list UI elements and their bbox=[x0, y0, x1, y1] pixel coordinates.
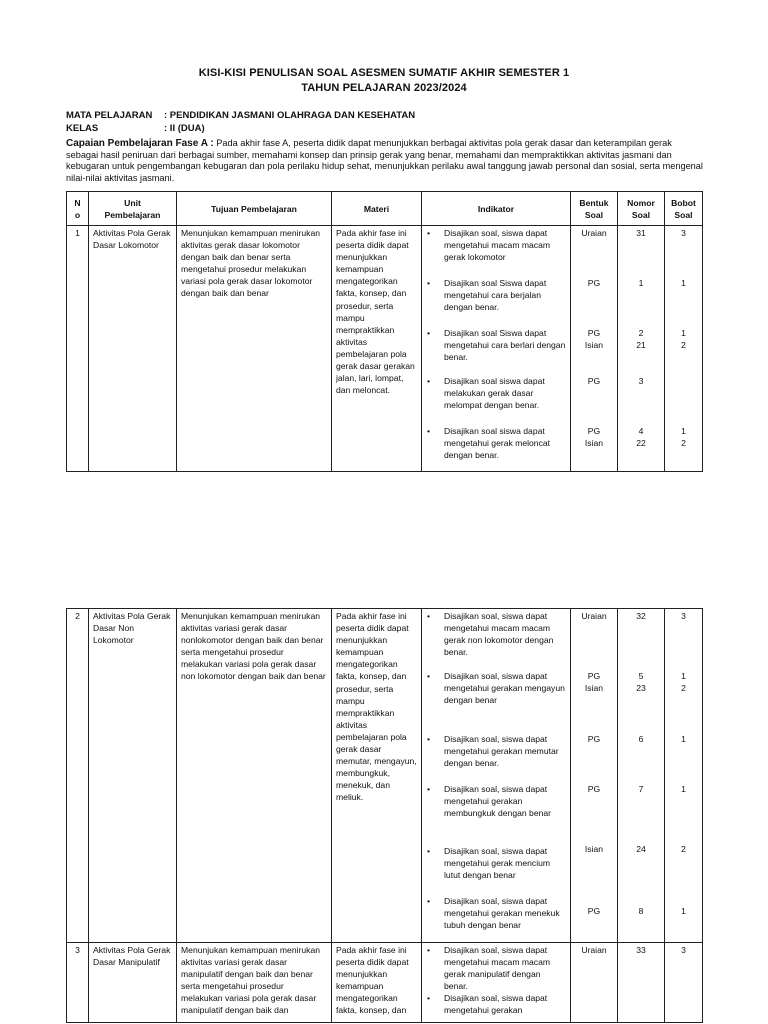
bobot-value: 3 bbox=[681, 228, 686, 238]
nomor-value: 33 bbox=[636, 945, 646, 955]
nomor-value: 2 bbox=[638, 328, 644, 338]
row-no: 2 bbox=[67, 609, 89, 943]
bentuk-value: Isian bbox=[584, 844, 604, 854]
bentuk-value: PG bbox=[587, 671, 601, 681]
bentuk-value: Uraian bbox=[581, 945, 607, 955]
bobot-value: 3 bbox=[681, 945, 686, 955]
indikator-item: • Disajikan soal, siswa dapat mengetahui gerakan bbox=[444, 992, 566, 1016]
nomor-value: 23 bbox=[636, 683, 646, 693]
bentuk-value: Isian bbox=[584, 438, 604, 448]
nomor-value: 32 bbox=[636, 611, 646, 621]
nomor-value: 24 bbox=[636, 844, 646, 854]
bentuk-value: PG bbox=[587, 784, 601, 794]
nomor-value: 3 bbox=[638, 376, 644, 386]
table-header-row bbox=[67, 192, 703, 226]
bobot-value: 1 bbox=[681, 328, 686, 338]
nomor-value: 8 bbox=[638, 906, 644, 916]
class-line bbox=[66, 123, 205, 134]
indikator-item: • Disajikan soal, siswa dapat mengetahui gerakan membungkuk dengan benar bbox=[444, 783, 566, 819]
bentuk-value: PG bbox=[587, 328, 601, 338]
row-nomor bbox=[618, 609, 665, 943]
indikator-item: • Disajikan soal, siswa dapat mengetahui gerak mencium lutut dengan benar bbox=[444, 845, 566, 881]
document-subtitle: TAHUN PELAJARAN 2023/2024 bbox=[301, 82, 467, 94]
table-row bbox=[67, 226, 703, 472]
nomor-value: 31 bbox=[636, 228, 646, 238]
row-tujuan: Menunjukan kemampuan menirukan aktivitas variasi gerak dasar manipulatif dengan baik dan benar serta mengetahui prosedur melakukan variasi pola gerak dasar manipulatif dengan baik dan bbox=[177, 943, 332, 1023]
bobot-value: 1 bbox=[681, 278, 686, 288]
bobot-value: 1 bbox=[681, 426, 686, 436]
document-title: KISI-KISI PENULISAN SOAL ASESMEN SUMATIF AKHIR SEMESTER 1 bbox=[198, 67, 570, 79]
row-unit: Aktivitas Pola Gerak Dasar Manipulatif bbox=[89, 943, 177, 1023]
header-unit: Unit Pembelajaran bbox=[89, 192, 177, 226]
nomor-value: 4 bbox=[638, 426, 644, 436]
row-nomor bbox=[618, 943, 665, 1023]
subject-label: MATA PELAJARAN bbox=[66, 110, 153, 121]
capaian-pembelajaran bbox=[66, 138, 706, 184]
row-bentuk bbox=[571, 226, 618, 472]
nomor-value: 1 bbox=[638, 278, 644, 288]
row-materi: Pada akhir fase ini peserta didik dapat menunjukkan kemampuan mengategorikan fakta, konsep, dan prosedur, serta mampu mempraktikkan aktivitas pembelajaran pola gerak dasar gerakan jalan, lari, lompat, dan meloncat. bbox=[332, 226, 422, 472]
header-bobot: Bobot Soal bbox=[665, 192, 703, 226]
row-tujuan: Menunjukan kemampuan menirukan aktivitas gerak dasar lokomotor dengan baik dan benar serta mengetahui prosedur melakukan variasi pola gerak dasar lokomotor dengan baik dan benar bbox=[177, 226, 332, 472]
bentuk-value: PG bbox=[587, 426, 601, 436]
kisi-table-part2 bbox=[66, 608, 703, 1023]
row-unit: Aktivitas Pola Gerak Dasar Non Lokomotor bbox=[89, 609, 177, 943]
table-row bbox=[67, 609, 703, 943]
table-row bbox=[67, 943, 703, 1023]
bentuk-value: Isian bbox=[584, 683, 604, 693]
bentuk-value: PG bbox=[587, 278, 601, 288]
row-materi: Pada akhir fase ini peserta didik dapat menunjukkan kemampuan mengategorikan fakta, konsep, dan bbox=[332, 943, 422, 1023]
bentuk-value: PG bbox=[587, 906, 601, 916]
bentuk-value: Isian bbox=[584, 340, 604, 350]
bobot-value: 2 bbox=[681, 438, 686, 448]
bobot-value: 2 bbox=[681, 844, 686, 854]
row-bentuk bbox=[571, 609, 618, 943]
bobot-value: 1 bbox=[681, 671, 686, 681]
capaian-label: Capaian Pembelajaran Fase A : bbox=[66, 138, 214, 149]
row-tujuan: Menunjukan kemampuan menirukan aktivitas variasi gerak dasar nonlokomotor dengan baik dan benar serta mengetahui prosedur melakukan variasi pola gerak dasar non lokomotor dengan baik dan benar bbox=[177, 609, 332, 943]
indikator-item: • Disajikan soal siswa dapat melakukan gerak dasar melompat dengan benar. bbox=[444, 375, 566, 411]
nomor-value: 6 bbox=[638, 734, 644, 744]
nomor-value: 7 bbox=[638, 784, 644, 794]
bentuk-value: Uraian bbox=[581, 228, 607, 238]
header-indikator: Indikator bbox=[422, 192, 571, 226]
bobot-value: 1 bbox=[681, 906, 686, 916]
row-indikator bbox=[422, 226, 571, 472]
header-nomor: Nomor Soal bbox=[618, 192, 665, 226]
indikator-item: • Disajikan soal Siswa dapat mengetahui cara berlari dengan benar. bbox=[444, 327, 566, 363]
bobot-value: 1 bbox=[681, 734, 686, 744]
indikator-item: • Disajikan soal, siswa dapat mengetahui macam macam gerak lokomotor bbox=[444, 227, 566, 263]
indikator-item: • Disajikan soal siswa dapat mengetahui gerak meloncat dengan benar. bbox=[444, 425, 566, 461]
bobot-value: 3 bbox=[681, 611, 686, 621]
row-unit: Aktivitas Pola Gerak Dasar Lokomotor bbox=[89, 226, 177, 472]
class-value: : II (DUA) bbox=[164, 123, 205, 134]
kisi-table-part1 bbox=[66, 191, 703, 472]
bobot-value: 2 bbox=[681, 683, 686, 693]
subject-line bbox=[66, 110, 415, 121]
header-bentuk: Bentuk Soal bbox=[571, 192, 618, 226]
subject-value: : PENDIDIKAN JASMANI OLAHRAGA DAN KESEHATAN bbox=[164, 110, 416, 121]
indikator-item: • Disajikan soal Siswa dapat mengetahui cara berjalan dengan benar. bbox=[444, 277, 566, 313]
row-indikator bbox=[422, 609, 571, 943]
bobot-value: 2 bbox=[681, 340, 686, 350]
row-bobot bbox=[665, 943, 703, 1023]
row-materi: Pada akhir fase ini peserta didik dapat menunjukkan kemampuan mengategorikan fakta, konsep, dan prosedur, serta mampu mempraktikkan aktivitas pembelajaran pola gerak dasar memutar, mengayun, membungkuk, menekuk, dan meliuk. bbox=[332, 609, 422, 943]
indikator-item: • Disajikan soal, siswa dapat mengetahui macam macam gerak non lokomotor dengan benar. bbox=[444, 610, 566, 658]
header-materi: Materi bbox=[332, 192, 422, 226]
indikator-item: • Disajikan soal, siswa dapat mengetahui gerakan menekuk tubuh dengan benar bbox=[444, 895, 566, 931]
indikator-item: • Disajikan soal, siswa dapat mengetahui gerakan memutar dengan benar. bbox=[444, 733, 566, 769]
class-label: KELAS bbox=[66, 123, 99, 134]
bentuk-value: PG bbox=[587, 376, 601, 386]
row-no: 1 bbox=[67, 226, 89, 472]
indikator-item: • Disajikan soal, siswa dapat mengetahui macam macam gerak manipulatif dengan benar. bbox=[444, 944, 566, 992]
nomor-value: 21 bbox=[636, 340, 646, 350]
bentuk-value: PG bbox=[587, 734, 601, 744]
nomor-value: 5 bbox=[638, 671, 644, 681]
row-indikator bbox=[422, 943, 571, 1023]
nomor-value: 22 bbox=[636, 438, 646, 448]
bobot-value: 1 bbox=[681, 784, 686, 794]
row-bobot bbox=[665, 609, 703, 943]
row-bentuk bbox=[571, 943, 618, 1023]
row-no: 3 bbox=[67, 943, 89, 1023]
header-no: N o bbox=[67, 192, 89, 226]
bentuk-value: Uraian bbox=[581, 611, 607, 621]
indikator-item: • Disajikan soal, siswa dapat mengetahui gerakan mengayun dengan benar bbox=[444, 670, 566, 706]
row-bobot bbox=[665, 226, 703, 472]
header-tujuan: Tujuan Pembelajaran bbox=[177, 192, 332, 226]
row-nomor bbox=[618, 226, 665, 472]
capaian-text: Pada akhir fase A, peserta didik dapat menunjukkan berbagai aktivitas pola gerak dasar dan keterampilan gerak sebagai hasil peniruan dari berbagai sumber, memahami konsep dan prinsip gerak yang benar, memahami dan mempraktikkan aktivitas jasmani dan kebugaran untuk pengembangan kebugaran dan pola perilaku hidup sehat, menunjukkan perilaku awal tanggung jawab personal dan sosial, serta mengenal nilai-nilai aktivitas jasmani. bbox=[66, 138, 703, 183]
